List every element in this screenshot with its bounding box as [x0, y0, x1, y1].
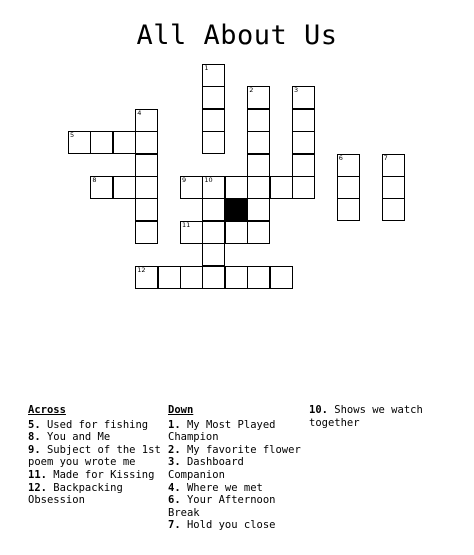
answer-cell[interactable] [337, 154, 360, 177]
across-heading: Across [28, 404, 66, 416]
answer-cell[interactable] [292, 109, 315, 132]
down-heading: Down [168, 404, 194, 416]
answer-cell[interactable] [292, 131, 315, 154]
answer-cell[interactable] [202, 221, 225, 244]
clue-number: 12 [137, 265, 146, 274]
answer-cell[interactable] [292, 86, 315, 109]
clue [168, 494, 303, 519]
clue-number: 6. [168, 494, 181, 507]
clue-number: 5. [28, 418, 41, 431]
clue-number: 3. [168, 456, 181, 469]
answer-cell[interactable] [337, 198, 360, 221]
across-clues [28, 404, 162, 507]
clue-number: 11. [28, 468, 47, 481]
clue [309, 404, 449, 429]
clue-text: My favorite flower [180, 443, 301, 456]
answer-cell[interactable] [247, 176, 270, 199]
answer-cell[interactable] [202, 198, 225, 221]
answer-cell[interactable] [202, 131, 225, 154]
down-clues-continued [309, 404, 449, 429]
clue-number: 5 [70, 131, 75, 140]
answer-cell[interactable] [135, 176, 158, 199]
clue-number: 2 [249, 86, 254, 95]
answer-cell[interactable] [247, 198, 270, 221]
clue-text: Used for fishing [40, 418, 149, 431]
down-clues [168, 404, 303, 532]
clue [28, 469, 162, 482]
answer-cell[interactable] [180, 266, 203, 289]
clue-text: Made for Kissing [46, 468, 155, 481]
clue-number: 8 [92, 176, 97, 184]
clue-text: Your Afternoon Break [168, 494, 276, 519]
clue-number: 10 [204, 176, 213, 184]
clue-number: 8. [28, 431, 41, 444]
clue-number: 7 [383, 153, 388, 162]
clue-text: Hold you close [180, 519, 276, 532]
clue-text: You and Me [40, 431, 111, 444]
clue [28, 444, 162, 469]
answer-cell[interactable] [270, 266, 293, 289]
clue-number: 11 [182, 220, 191, 229]
answer-cell[interactable] [382, 154, 405, 177]
answer-cell[interactable] [180, 176, 203, 199]
answer-cell[interactable] [68, 131, 91, 154]
clue-number: 12. [28, 481, 47, 494]
clue [28, 419, 162, 432]
clue [168, 519, 303, 532]
clue-number: 10. [309, 404, 328, 416]
clue [168, 444, 303, 457]
answer-cell[interactable] [135, 198, 158, 221]
answer-cell[interactable] [180, 221, 203, 244]
answer-cell[interactable] [225, 221, 248, 244]
clue-number: 9. [28, 443, 41, 456]
answer-cell[interactable] [202, 86, 225, 109]
clue-number: 3 [294, 86, 299, 95]
clue-number: 4 [137, 108, 142, 117]
clue-text: My Most Played Champion [168, 418, 276, 444]
clue-text: Subject of the 1st poem you wrote me [28, 443, 161, 469]
clue-number: 9 [182, 176, 187, 184]
clue-text: Shows we watch together [309, 404, 423, 429]
clue [168, 482, 303, 495]
answer-cell[interactable] [270, 176, 293, 199]
answer-cell[interactable] [135, 154, 158, 177]
clue-number: 4. [168, 481, 181, 494]
answer-cell[interactable] [247, 154, 270, 177]
answer-cell[interactable] [202, 243, 225, 266]
answer-cell[interactable] [382, 198, 405, 221]
clue-text: Dashboard Companion [168, 456, 244, 481]
answer-cell[interactable] [337, 176, 360, 199]
answer-cell[interactable] [225, 266, 248, 289]
answer-cell[interactable] [135, 221, 158, 244]
answer-cell[interactable] [292, 154, 315, 177]
answer-cell[interactable] [113, 131, 136, 154]
clue [168, 456, 303, 481]
answer-cell[interactable] [247, 86, 270, 109]
answer-cell[interactable] [247, 109, 270, 132]
clue-number: 6 [338, 153, 343, 162]
answer-cell[interactable] [90, 131, 113, 154]
answer-cell[interactable] [158, 266, 181, 289]
clue-number: 7. [168, 519, 181, 532]
answer-cell[interactable] [247, 266, 270, 289]
answer-cell[interactable] [292, 176, 315, 199]
clue-text: Backpacking Obsession [28, 481, 123, 507]
clue [168, 419, 303, 444]
answer-cell[interactable] [90, 176, 113, 199]
answer-cell[interactable] [202, 266, 225, 289]
clue-text: Where we met [180, 481, 263, 494]
answer-cell[interactable] [202, 109, 225, 132]
answer-cell[interactable] [247, 221, 270, 244]
clue-number: 1. [168, 418, 181, 431]
black-square [225, 198, 248, 221]
answer-cell[interactable] [382, 176, 405, 199]
answer-cell[interactable] [247, 131, 270, 154]
answer-cell[interactable] [202, 64, 225, 87]
answer-cell[interactable] [113, 176, 136, 199]
clue [28, 431, 162, 444]
clue-number: 1 [204, 64, 209, 72]
clue [28, 482, 162, 507]
answer-cell[interactable] [202, 176, 225, 199]
answer-cell[interactable] [135, 266, 158, 289]
answer-cell[interactable] [135, 131, 158, 154]
answer-cell[interactable] [135, 109, 158, 132]
answer-cell[interactable] [225, 176, 248, 199]
clue-number: 2. [168, 443, 181, 456]
page-title: All About Us [136, 20, 338, 51]
